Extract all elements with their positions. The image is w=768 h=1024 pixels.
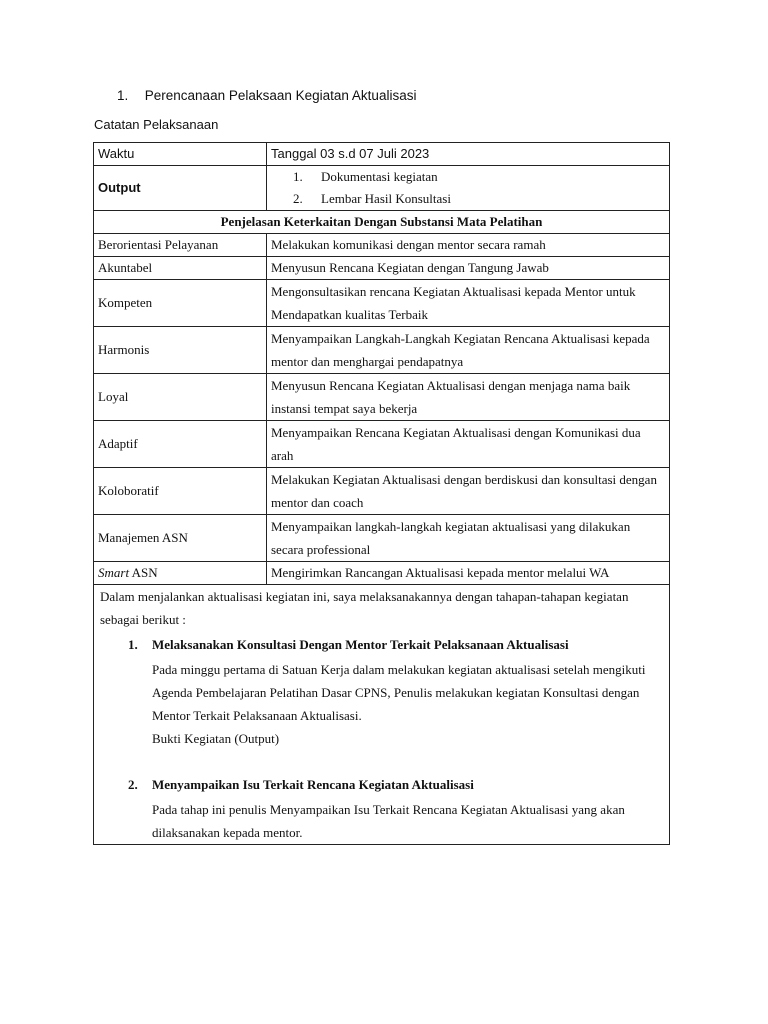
output-label: Output	[94, 166, 267, 211]
table-row	[94, 468, 670, 515]
section-number: 1.	[117, 88, 129, 103]
table-row	[94, 421, 670, 468]
row-value: Mengirimkan Rancangan Aktualisasi kepada mentor melalui WA	[267, 562, 670, 585]
table-row	[94, 234, 670, 257]
step-body: Pada tahap ini penulis Menyampaikan Isu Terkait Rencana Kegiatan Aktualisasi yang akan dilaksanakan kepada mentor.	[152, 802, 625, 840]
step-title: 2. Menyampaikan Isu Terkait Rencana Kegiatan Aktualisasi	[128, 777, 474, 792]
table-row-output	[94, 166, 670, 211]
row-label: Berorientasi Pelayanan	[94, 234, 267, 257]
table-row-description	[94, 585, 670, 845]
description-intro: Dalam menjalankan aktualisasi kegiatan ini, saya melaksanakannya dengan tahapan-tahapan kegiatan sebagai berikut :	[100, 589, 629, 627]
row-label: Adaptif	[94, 421, 267, 468]
table-row-smart-asn	[94, 562, 670, 585]
row-label: Manajemen ASN	[94, 515, 267, 562]
section-title: Perencanaan Pelaksaan Kegiatan Aktualisasi	[144, 88, 417, 103]
table-row	[94, 257, 670, 280]
activity-table	[93, 142, 670, 845]
step-evidence: Bukti Kegiatan (Output)	[152, 731, 280, 746]
row-value: Mengonsultasikan rencana Kegiatan Aktualisasi kepada Mentor untuk Mendapatkan kualitas Terbaik	[267, 280, 670, 327]
output-list-cell	[267, 166, 670, 211]
row-value: Menyampaikan Rencana Kegiatan Aktualisasi dengan Komunikasi dua arah	[267, 421, 670, 468]
step-2	[100, 772, 663, 844]
row-label: Harmonis	[94, 327, 267, 374]
step-1	[100, 632, 663, 750]
list-item: 2. Lembar Hasil Konsultasi	[293, 191, 451, 206]
row-value: Melakukan Kegiatan Aktualisasi dengan berdiskusi dan konsultasi dengan mentor dan coach	[267, 468, 670, 515]
step-title: 1. Melaksanakan Konsultasi Dengan Mentor Terkait Pelaksanaan Aktualisasi	[128, 637, 569, 652]
description-cell	[94, 585, 670, 845]
row-value: Menyusun Rencana Kegiatan dengan Tangung Jawab	[267, 257, 670, 280]
row-label: Akuntabel	[94, 257, 267, 280]
waktu-label: Waktu	[94, 143, 267, 166]
row-value: Menyampaikan langkah-langkah kegiatan aktualisasi yang dilakukan secara professional	[267, 515, 670, 562]
table-row-waktu	[94, 143, 670, 166]
table-section-title: Penjelasan Keterkaitan Dengan Substansi Mata Pelatihan	[94, 211, 670, 234]
output-list	[271, 166, 665, 210]
table-row	[94, 515, 670, 562]
row-label: Koloboratif	[94, 468, 267, 515]
row-label: Loyal	[94, 374, 267, 421]
row-label: Kompeten	[94, 280, 267, 327]
row-value: Menyusun Rencana Kegiatan Aktualisasi dengan menjaga nama baik instansi tempat saya bekerja	[267, 374, 670, 421]
section-heading	[117, 88, 416, 103]
table-row	[94, 327, 670, 374]
table-row	[94, 374, 670, 421]
waktu-value: Tanggal 03 s.d 07 Juli 2023	[267, 143, 670, 166]
row-label: Smart ASN	[94, 562, 267, 585]
row-value: Melakukan komunikasi dengan mentor secara ramah	[267, 234, 670, 257]
row-value: Menyampaikan Langkah-Langkah Kegiatan Rencana Aktualisasi kepada mentor dan menghargai pendapatnya	[267, 327, 670, 374]
section-subtitle: Catatan Pelaksanaan	[94, 117, 219, 132]
table-row	[94, 280, 670, 327]
table-section-title-row	[94, 211, 670, 234]
step-body: Pada minggu pertama di Satuan Kerja dalam melakukan kegiatan aktualisasi setelah mengikuti Agenda Pembelajaran Pelatihan Dasar CPNS, Penulis melakukan kegiatan Konsultasi dengan Mentor Terkait Pelaksanaan Aktualisasi.	[152, 662, 646, 723]
list-item: 1. Dokumentasi kegiatan	[293, 169, 438, 184]
